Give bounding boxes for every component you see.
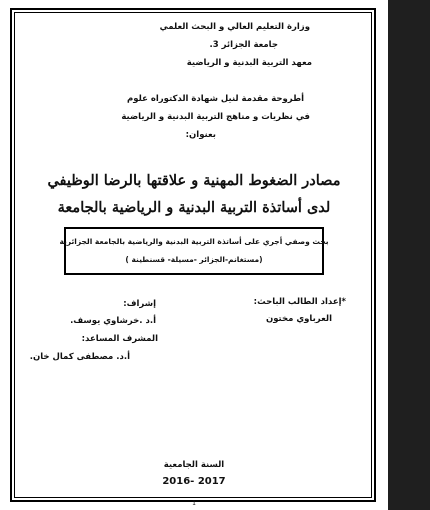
ministry-text: وزارة التعليم العالي و البحث العلمي (159, 22, 310, 32)
co-supervisor-label: المشرف المساعد: (81, 334, 158, 344)
supervision-label: إشراف: (123, 299, 156, 309)
supervisor-name: أ.د .خرشاوي يوسف. (70, 316, 156, 326)
title-line-1: مصادر الضغوط المهنية و علاقتها بالرضا الوظيفي (47, 172, 341, 189)
thesis-line-1: أطروحة مقدمة لنيل شهادة الدكتوراه علوم (127, 94, 304, 104)
thesis-line-2: في نظريات و مناهج التربية البدنية و الرياضية (121, 112, 310, 122)
title-line-2: لدى أساتذة التربية البدنية و الرياضية بالجامعة (57, 199, 331, 216)
academic-year: 2017 -2016 (162, 476, 226, 487)
study-box (64, 227, 324, 275)
university-text: جامعة الجزائر 3. (209, 40, 278, 50)
institute-text: معهد التربية البدنية و الرياضية (186, 58, 312, 68)
viewer-sidebar (388, 0, 430, 510)
title-label: بعنوان: (185, 130, 216, 140)
co-supervisor-name: أ.د. مصطفى كمال خان. (29, 352, 130, 362)
study-box-line-1: بحث وصفي أجري على أساتذة التربية البدنية والرياضية بالجامعة الجزائرية (59, 237, 329, 246)
student-name: العرباوي مختون (265, 314, 332, 324)
academic-year-label: السنة الجامعية (163, 460, 225, 470)
page-number: 1 (192, 500, 196, 507)
study-box-line-2: (مستغانم-الجزائر -مسيلة- قسنطينة ) (125, 255, 263, 264)
student-label: *إعداد الطالب الباحث: (253, 297, 346, 307)
